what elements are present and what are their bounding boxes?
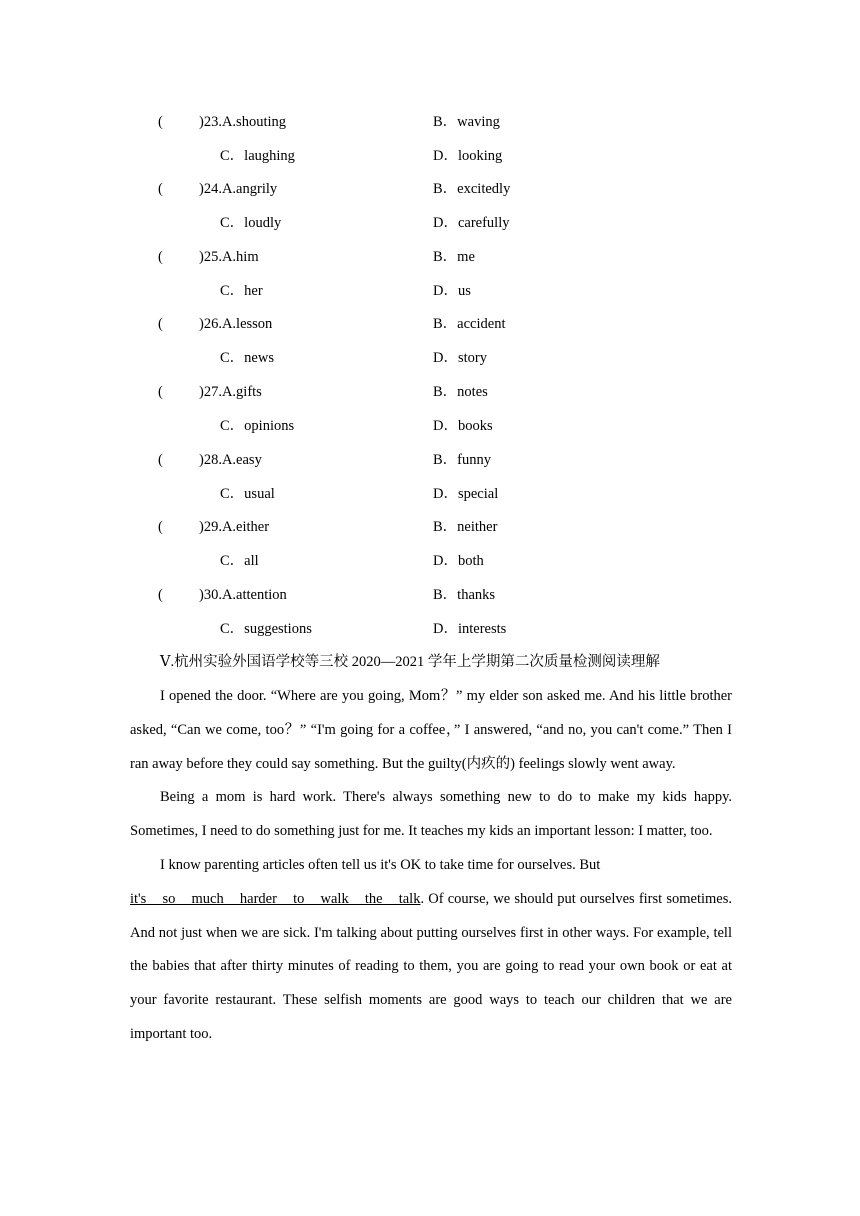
question-row [0, 585, 860, 605]
option-a: )24.A.angrily [199, 181, 278, 197]
option-c: C．usual [220, 486, 275, 502]
option-b: B．funny [433, 452, 491, 468]
question-row-second [0, 619, 860, 639]
answer-paren[interactable]: ( [158, 519, 163, 535]
answer-paren[interactable]: ( [158, 587, 163, 603]
passage-paragraph-1: I opened the door. “Where are you going, Mom？” my elder son asked me. And his little brother asked, “Can we come, too？” “I'm going for a coffee，” I answered, “and no, you can't come.” Then I ran away before they could say something. But the guilty(内疚的) feelings slowly went away. [130, 688, 732, 772]
question-row-second [0, 146, 860, 166]
option-b: B．accident [433, 316, 506, 332]
question-row [0, 179, 860, 199]
option-a: )30.A.attention [199, 587, 287, 603]
answer-paren[interactable]: ( [158, 452, 163, 468]
question-row [0, 517, 860, 537]
option-b: B．notes [433, 384, 488, 400]
question-row [0, 247, 860, 267]
answer-paren[interactable]: ( [158, 114, 163, 130]
question-row-second [0, 416, 860, 436]
option-d: D．carefully [433, 215, 510, 231]
answer-paren[interactable]: ( [158, 384, 163, 400]
question-row-second [0, 281, 860, 301]
option-b: B．thanks [433, 587, 496, 603]
question-row-second [0, 551, 860, 571]
passage-p3-start: I know parenting articles often tell us it's OK to take time for ourselves. But [160, 856, 601, 873]
question-row-second [0, 213, 860, 233]
question-row [0, 382, 860, 402]
reading-passage [130, 680, 732, 1052]
option-d: D．both [433, 553, 484, 569]
option-d: D．books [433, 418, 493, 434]
option-d: D．us [433, 283, 471, 299]
option-a: )23.A.shouting [199, 114, 286, 130]
option-b: B．neither [433, 519, 498, 535]
option-c: C．laughing [220, 148, 295, 164]
question-row-second [0, 484, 860, 504]
option-a: )26.A.lesson [199, 316, 273, 332]
option-c: C．suggestions [220, 621, 312, 637]
question-row [0, 112, 860, 132]
option-b: B．me [433, 249, 475, 265]
option-a: )28.A.easy [199, 452, 262, 468]
option-d: D．story [433, 350, 487, 366]
answer-paren[interactable]: ( [158, 316, 163, 332]
option-c: C．news [220, 350, 274, 366]
option-a: )29.A.either [199, 519, 270, 535]
question-row-second [0, 348, 860, 368]
underlined-phrase: it's so much harder to walk the talk [130, 890, 421, 907]
answer-paren[interactable]: ( [158, 181, 163, 197]
option-a: )25.A.him [199, 249, 259, 265]
option-b: B．excitedly [433, 181, 511, 197]
option-d: D．interests [433, 621, 507, 637]
passage-paragraph-2: Being a mom is hard work. There's always something new to do to make my kids happy. Sometimes, I need to do something just for me. It teaches my kids an important lesson: I matter, too. [130, 789, 732, 840]
passage-p3-end: . Of course, we should put ourselves first sometimes. And not just when we are sick. I'm talking about putting ourselves first in other ways. For example, tell the babies that after thirty minutes of reading to them, you are going to read your own book or eat at your favorite restaurant. These selfish moments are good ways to teach our children that we are important too. [130, 890, 732, 1042]
passage-paragraph-3 [130, 849, 732, 1052]
answer-paren[interactable]: ( [158, 249, 163, 265]
section-title: Ⅴ.杭州实验外国语学校等三校 2020—2021 学年上学期第二次质量检测阅读理解 [160, 654, 660, 670]
question-row [0, 450, 860, 470]
option-d: D．looking [433, 148, 503, 164]
option-d: D．special [433, 486, 499, 502]
question-row [0, 314, 860, 334]
option-a: )27.A.gifts [199, 384, 262, 400]
option-c: C．loudly [220, 215, 282, 231]
option-c: C．opinions [220, 418, 295, 434]
option-c: C．her [220, 283, 263, 299]
option-b: B．waving [433, 114, 500, 130]
option-c: C．all [220, 553, 259, 569]
